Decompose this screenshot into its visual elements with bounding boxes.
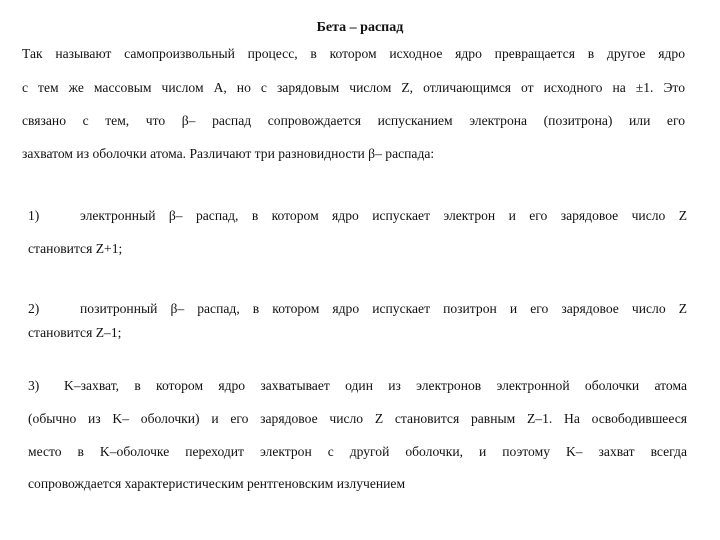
item-2-line-1: позитронный β– распад, в котором ядро испускает позитрон и его зарядовое число Z — [80, 301, 687, 316]
item-1-line-2: становится Z+1; — [28, 241, 123, 256]
item-2-line-2: становится Z–1; — [28, 325, 122, 340]
item-3-line-4: сопровождается характеристическим рентгеновским излучением — [28, 476, 406, 491]
intro-line-2: с тем же массовым числом A, но с зарядовым числом Z, отличающимся от исходного на ±1. Это — [22, 80, 685, 95]
item-3-line-2: (обычно из K– оболочки) и его зарядовое число Z становится равным Z–1. На освободившееся — [28, 411, 687, 426]
intro-line-1: Так называют самопроизвольный процесс, в котором исходное ядро превращается в другое ядро — [22, 46, 685, 61]
item-2-number: 2) — [28, 301, 40, 316]
intro-line-4: захватом из оболочки атома. Различают три разновидности β– распада: — [22, 146, 435, 161]
intro-line-3: связано с тем, что β– распад сопровождается испусканием электрона (позитрона) или его — [22, 113, 685, 128]
item-1-line-1: электронный β– распад, в котором ядро испускает электрон и его зарядовое число Z — [80, 208, 687, 223]
item-3-number: 3) — [28, 378, 40, 393]
page-title: Бета – распад — [316, 20, 404, 35]
item-3-line-1: K–захват, в котором ядро захватывает один из электронов электронной оболочки атома — [64, 378, 687, 393]
item-3-line-3: место в K–оболочке переходит электрон с другой оболочки, и поэтому K– захват всегда — [28, 444, 687, 459]
item-1-number: 1) — [28, 208, 40, 223]
